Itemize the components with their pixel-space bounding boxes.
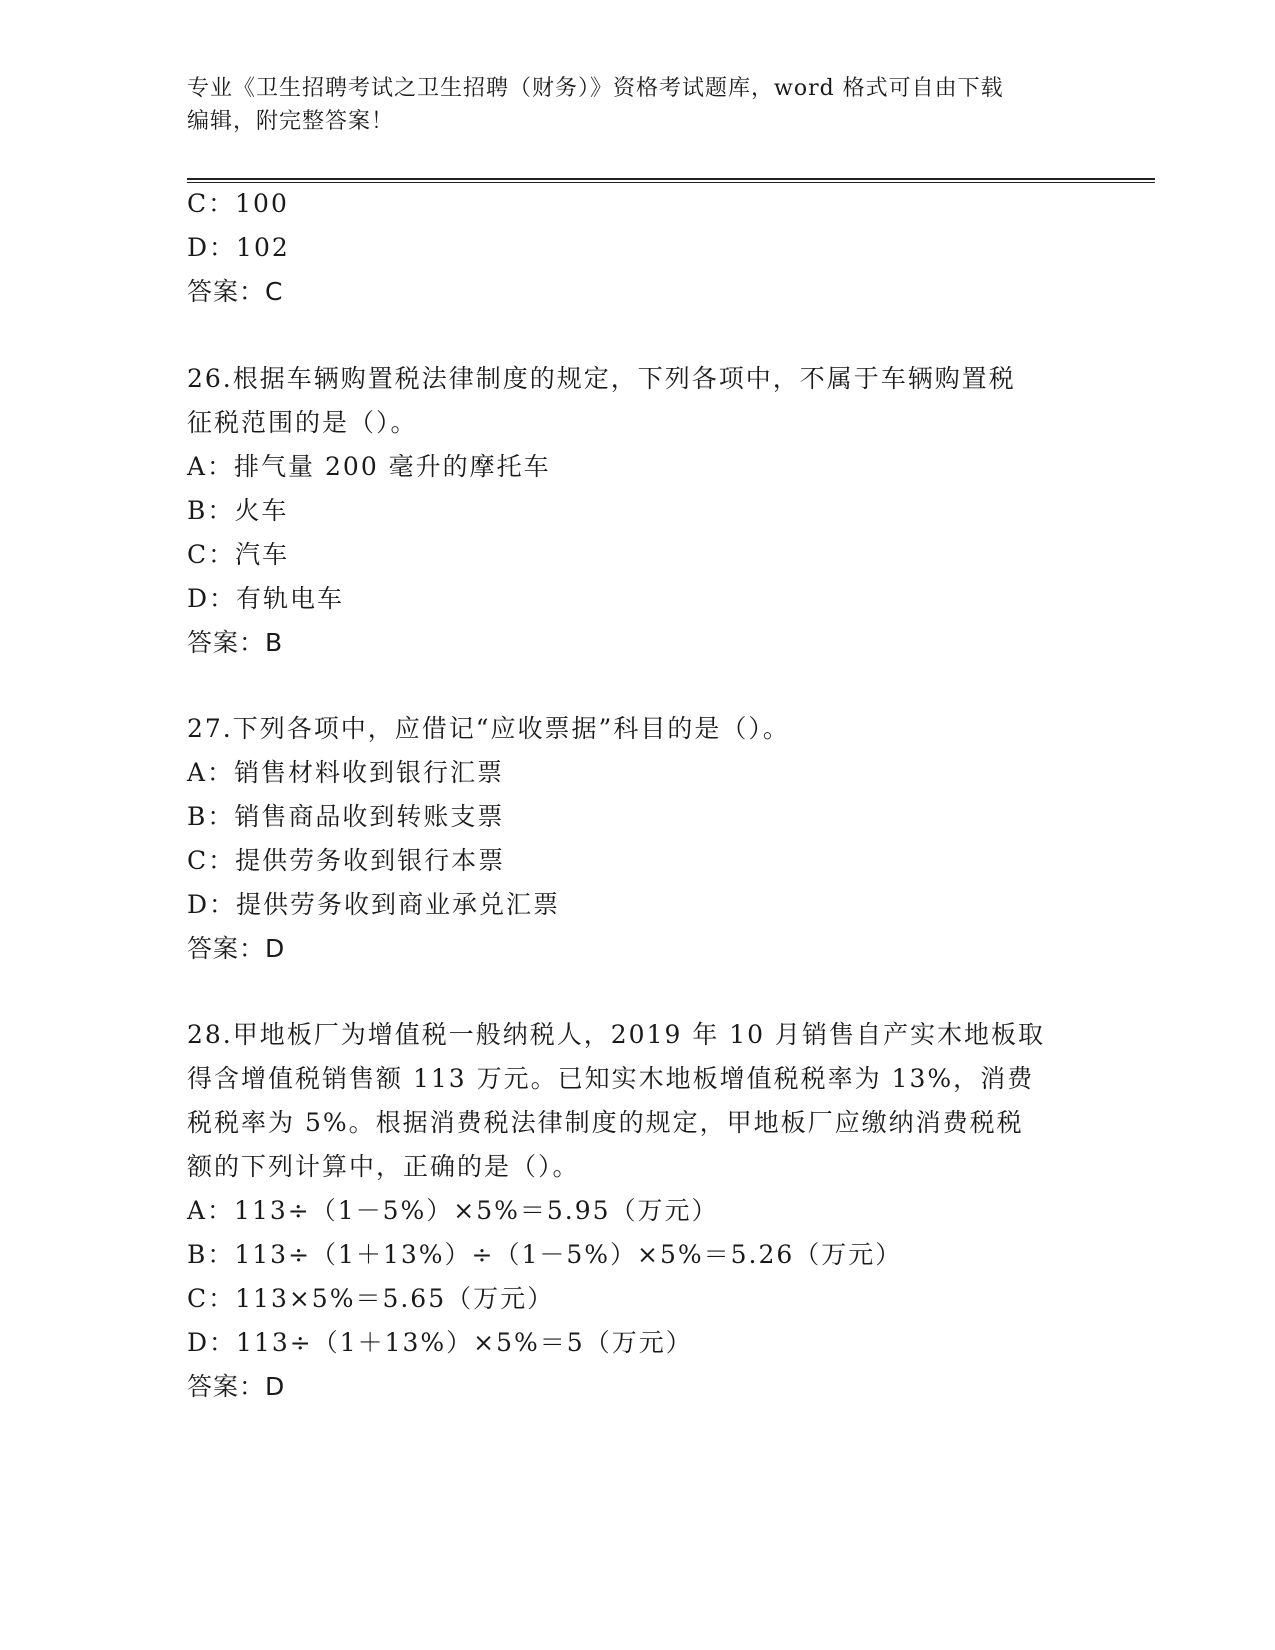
q27-option-a: A：销售材料收到银行汇票 — [187, 758, 505, 787]
q28-stem-line-1: 28.甲地板厂为增值税一般纳税人，2019 年 10 月销售自产实木地板取 — [187, 1020, 1046, 1049]
q27-option-d: D：提供劳务收到商业承兑汇票 — [187, 890, 561, 919]
q27-option-c: C：提供劳务收到银行本票 — [187, 846, 506, 875]
q28-option-b: B：113÷（1＋13%）÷（1－5%）×5%＝5.26（万元） — [187, 1240, 903, 1269]
q26-option-a: A：排气量 200 毫升的摩托车 — [187, 452, 551, 481]
q26-option-b: B：火车 — [187, 496, 289, 525]
prev-option-c: C：100 — [187, 189, 289, 218]
header-line-2: 编辑，附完整答案！ — [187, 109, 395, 134]
q28-stem-line-3: 税税率为 5%。根据消费税法律制度的规定，甲地板厂应缴纳消费税税 — [187, 1108, 1024, 1137]
q28-stem-line-2: 得含增值税销售额 113 万元。已知实木地板增值税税率为 13%，消费 — [187, 1064, 1035, 1093]
q26-stem-line-2: 征税范围的是（）。 — [187, 408, 418, 437]
q26-stem-line-1: 26.根据车辆购置税法律制度的规定，下列各项中，不属于车辆购置税 — [187, 364, 1016, 393]
q26-option-c: C：汽车 — [187, 540, 290, 569]
q27-option-b: B：销售商品收到转账支票 — [187, 802, 505, 831]
q28-option-a: A：113÷（1－5%）×5%＝5.95（万元） — [187, 1196, 719, 1225]
q28-stem-line-4: 额的下列计算中，正确的是（）。 — [187, 1152, 580, 1181]
q28-option-c: C：113×5%＝5.65（万元） — [187, 1284, 555, 1313]
header-line-1: 专业《卫生招聘考试之卫生招聘（财务）》资格考试题库，word 格式可自由下载 — [187, 76, 1004, 101]
q27-answer: 答案：D — [187, 934, 286, 963]
prev-option-d: D：102 — [187, 233, 290, 262]
document-header — [187, 72, 1067, 138]
q26-option-d: D：有轨电车 — [187, 584, 345, 613]
prev-answer: 答案：C — [187, 277, 284, 306]
header-divider — [187, 178, 1155, 183]
q28-answer: 答案：D — [187, 1372, 286, 1401]
q28-option-d: D：113÷（1＋13%）×5%＝5（万元） — [187, 1328, 693, 1357]
q27-stem-line-1: 27.下列各项中，应借记“应收票据”科目的是（）。 — [187, 714, 790, 743]
q26-answer: 答案：B — [187, 628, 284, 657]
